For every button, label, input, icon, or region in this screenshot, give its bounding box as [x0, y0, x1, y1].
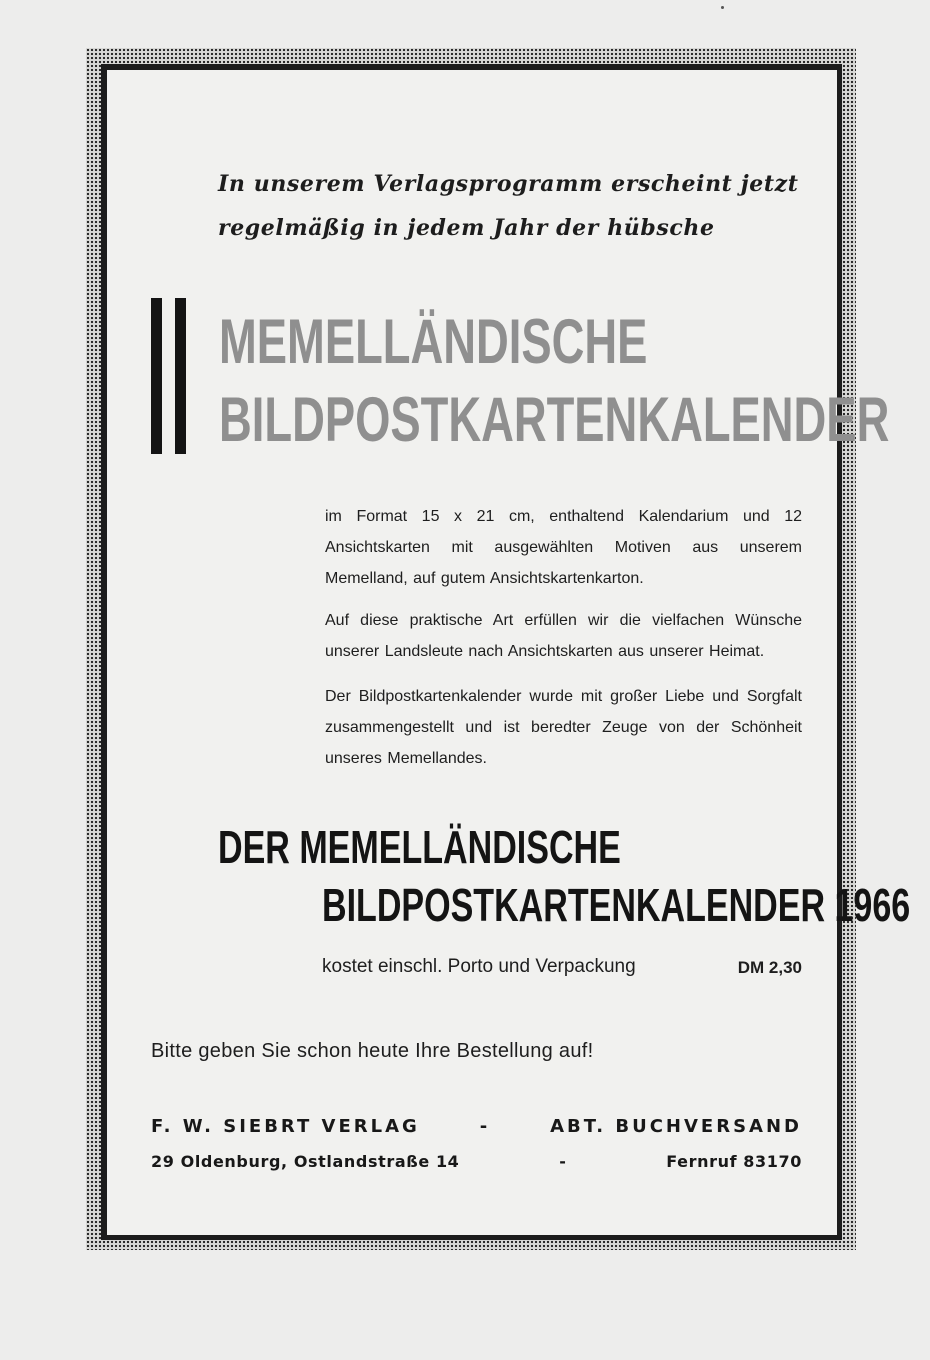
price-value: DM 2,30: [737, 958, 802, 977]
address-separator: -: [559, 1152, 567, 1171]
publisher-department: ABT. BUCHVERSAND: [550, 1116, 802, 1137]
address-line: [151, 1152, 802, 1171]
publisher-separator: -: [479, 1116, 491, 1137]
description-paragraph-2: Auf diese praktische Art erfüllen wir die vielfachen Wünsche unserer Landsleute nach Ansichtskarten aus unserer Heimat.: [325, 612, 802, 660]
decorative-bar-right: [175, 298, 186, 454]
order-call-to-action: Bitte geben Sie schon heute Ihre Bestellung auf!: [151, 1040, 594, 1062]
intro-text: [218, 162, 798, 250]
product-title-line-1: DER MEMELLÄNDISCHE: [218, 821, 621, 873]
address-phone: Fernruf 83170: [666, 1152, 802, 1171]
decorative-bar-left: [151, 298, 162, 454]
description-paragraph-3: Der Bildpostkartenkalender wurde mit großer Liebe und Sorgfalt zusammengestellt und ist beredter Zeuge von der Schönheit unseres Memellandes.: [325, 688, 802, 767]
headline-line-1: MEMELLÄNDISCHE: [219, 307, 648, 377]
print-speck: [721, 6, 724, 9]
intro-line-2: regelmäßig in jedem Jahr der hübsche: [218, 215, 715, 241]
publisher-name: F. W. SIEBRT VERLAG: [151, 1116, 420, 1137]
description-paragraph-1: im Format 15 x 21 cm, enthaltend Kalendarium und 12 Ansichtskarten mit ausgewählten Motiven aus unserem Memelland, auf gutem Ansichtskartenkarton.: [325, 508, 802, 587]
address-city-street: 29 Oldenburg, Ostlandstraße 14: [151, 1152, 460, 1171]
headline-line-2: BILDPOSTKARTENKALENDER: [219, 385, 890, 455]
publisher-line: [151, 1116, 802, 1137]
product-title-line-2: BILDPOSTKARTENKALENDER 1966: [322, 879, 911, 931]
price-row: [322, 956, 802, 984]
price-label: kostet einschl. Porto und Verpackung: [322, 956, 636, 977]
intro-line-1: In unserem Verlagsprogramm erscheint jetzt: [218, 171, 799, 197]
